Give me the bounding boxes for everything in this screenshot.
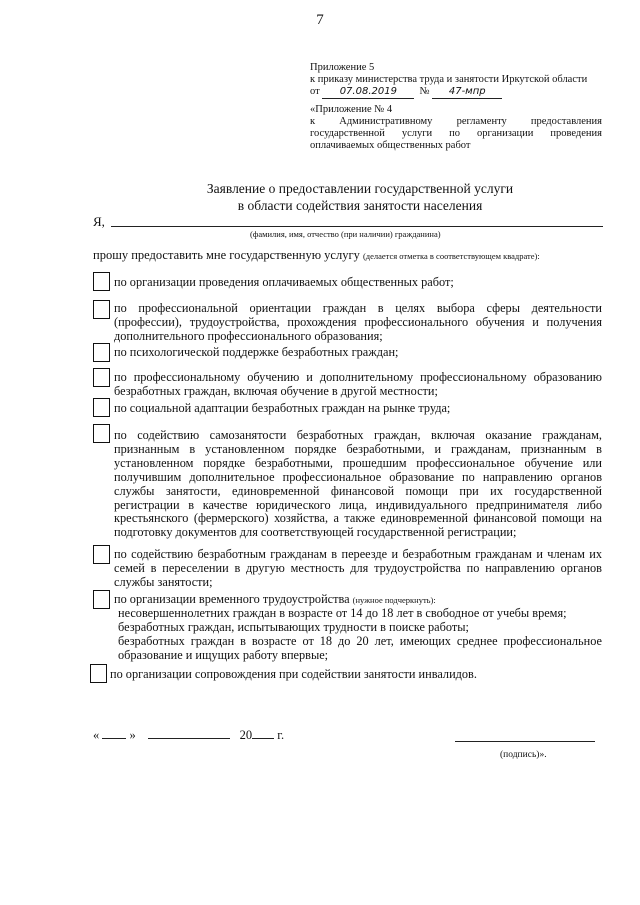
checkbox-self-employment[interactable] [93,424,110,443]
handwritten-date: 07.08.2019 [322,86,414,99]
date-close-quote: » [129,728,136,742]
number-label: № [419,86,430,97]
option-disabled-support: по организации сопровождения при содействии занятости инвалидов. [110,667,477,681]
handwritten-number: 47-мпр [432,86,502,99]
from-label: от [310,86,320,97]
checkbox-social-adaptation[interactable] [93,398,110,417]
signature-field[interactable] [455,741,595,742]
temporary-sub-young-graduates: безработных граждан в возрасте от 18 до 20 лет, имеющих среднее профессиональное образование и ищущих работу впервые; [118,634,602,662]
title-line-2: в области содействия занятости населения [237,198,483,213]
option-public-works: по организации проведения оплачиваемых общественных работ; [114,275,454,289]
option-self-employment: по содействию самозанятости безработных граждан, включая оказание гражданам, признанным в установленном порядке безработными, и гражданам, признанным в установленном порядке безработными, прошедшим профессиональное обучение или получившим дополнительное профессиональное образование по направлению органов службы занятости, единовременной финансовой помощи при их государственной регистрации в качестве юридического лица, индивидуального предпринимателя либо крестьянского (фермерского) хозяйства, а также единовременной финансовой помощи на подготовку документов для соответствующей государственной регистрации; [114,428,602,540]
appendix-4-block [310,104,602,152]
option-relocation: по содействию безработным гражданам в переезде и безработным гражданам и членам их семей в переселении в другую местность для трудоустройства по направлению органов службы занятости; [114,547,602,589]
month-field[interactable] [148,727,230,739]
request-line [93,248,608,263]
checkbox-vocational-training[interactable] [93,368,110,387]
appendix-5-title: Приложение 5 [310,62,375,73]
option-social-adaptation: по социальной адаптации безработных граждан на рынке труда; [114,401,451,415]
appendix-4-text: к Административному регламенту предоставления государственной услуги по организации проведения оплачиваемых общественных работ [310,116,602,151]
checkbox-public-works[interactable] [93,272,110,291]
year-century: 20 [239,728,253,742]
request-note: (делается отметка в соответствующем квадрате): [362,251,540,261]
year-field[interactable] [252,727,274,739]
applicant-name-field[interactable] [111,226,603,227]
signature-label: (подпись)». [500,750,547,760]
temporary-employment-label: по организации временного трудоустройства [114,592,350,606]
option-psychological-support: по психологической поддержке безработных граждан; [114,345,399,359]
option-career-guidance: по профессиональной ориентации граждан в целях выбора сферы деятельности (профессии), трудоустройства, прохождения профессионального обучения и получения дополнительного профессионального образования; [114,301,602,343]
date-open-quote: « [93,728,100,742]
appendix-5-date-row [310,86,600,99]
temporary-sub-minors: несовершеннолетних граждан в возрасте от 14 до 18 лет в свободное от учебы время; [118,606,567,620]
year-suffix: г. [277,728,285,742]
day-field[interactable] [102,727,126,739]
applicant-name-hint: (фамилия, имя, отчество (при наличии) гражданина) [250,229,441,239]
appendix-5-block [310,62,600,99]
request-text: прошу предоставить мне государственную услугу [93,248,360,262]
checkbox-career-guidance[interactable] [93,300,110,319]
document-title [100,180,620,214]
appendix-5-order-ref: к приказу министерства труда и занятости Иркутской области [310,74,588,85]
checkbox-temporary-employment[interactable] [93,590,110,609]
option-vocational-training: по профессиональному обучению и дополнительному профессиональному образованию безработных граждан, включая обучение в другой местности; [114,370,602,398]
temporary-sub-difficulties: безработных граждан, испытывающих трудности в поиске работы; [118,620,469,634]
applicant-row [93,214,603,230]
checkbox-psychological-support[interactable] [93,343,110,362]
temporary-employment-note: (нужное подчеркнуть): [352,595,436,605]
checkbox-relocation[interactable] [93,545,110,564]
applicant-prefix: Я, [93,214,105,229]
page-number: 7 [316,12,324,28]
date-row [93,727,284,743]
title-line-1: Заявление о предоставлении государственной услуги [206,181,514,196]
checkbox-disabled-support[interactable] [90,664,107,683]
appendix-4-heading: «Приложение № 4 [310,104,393,115]
